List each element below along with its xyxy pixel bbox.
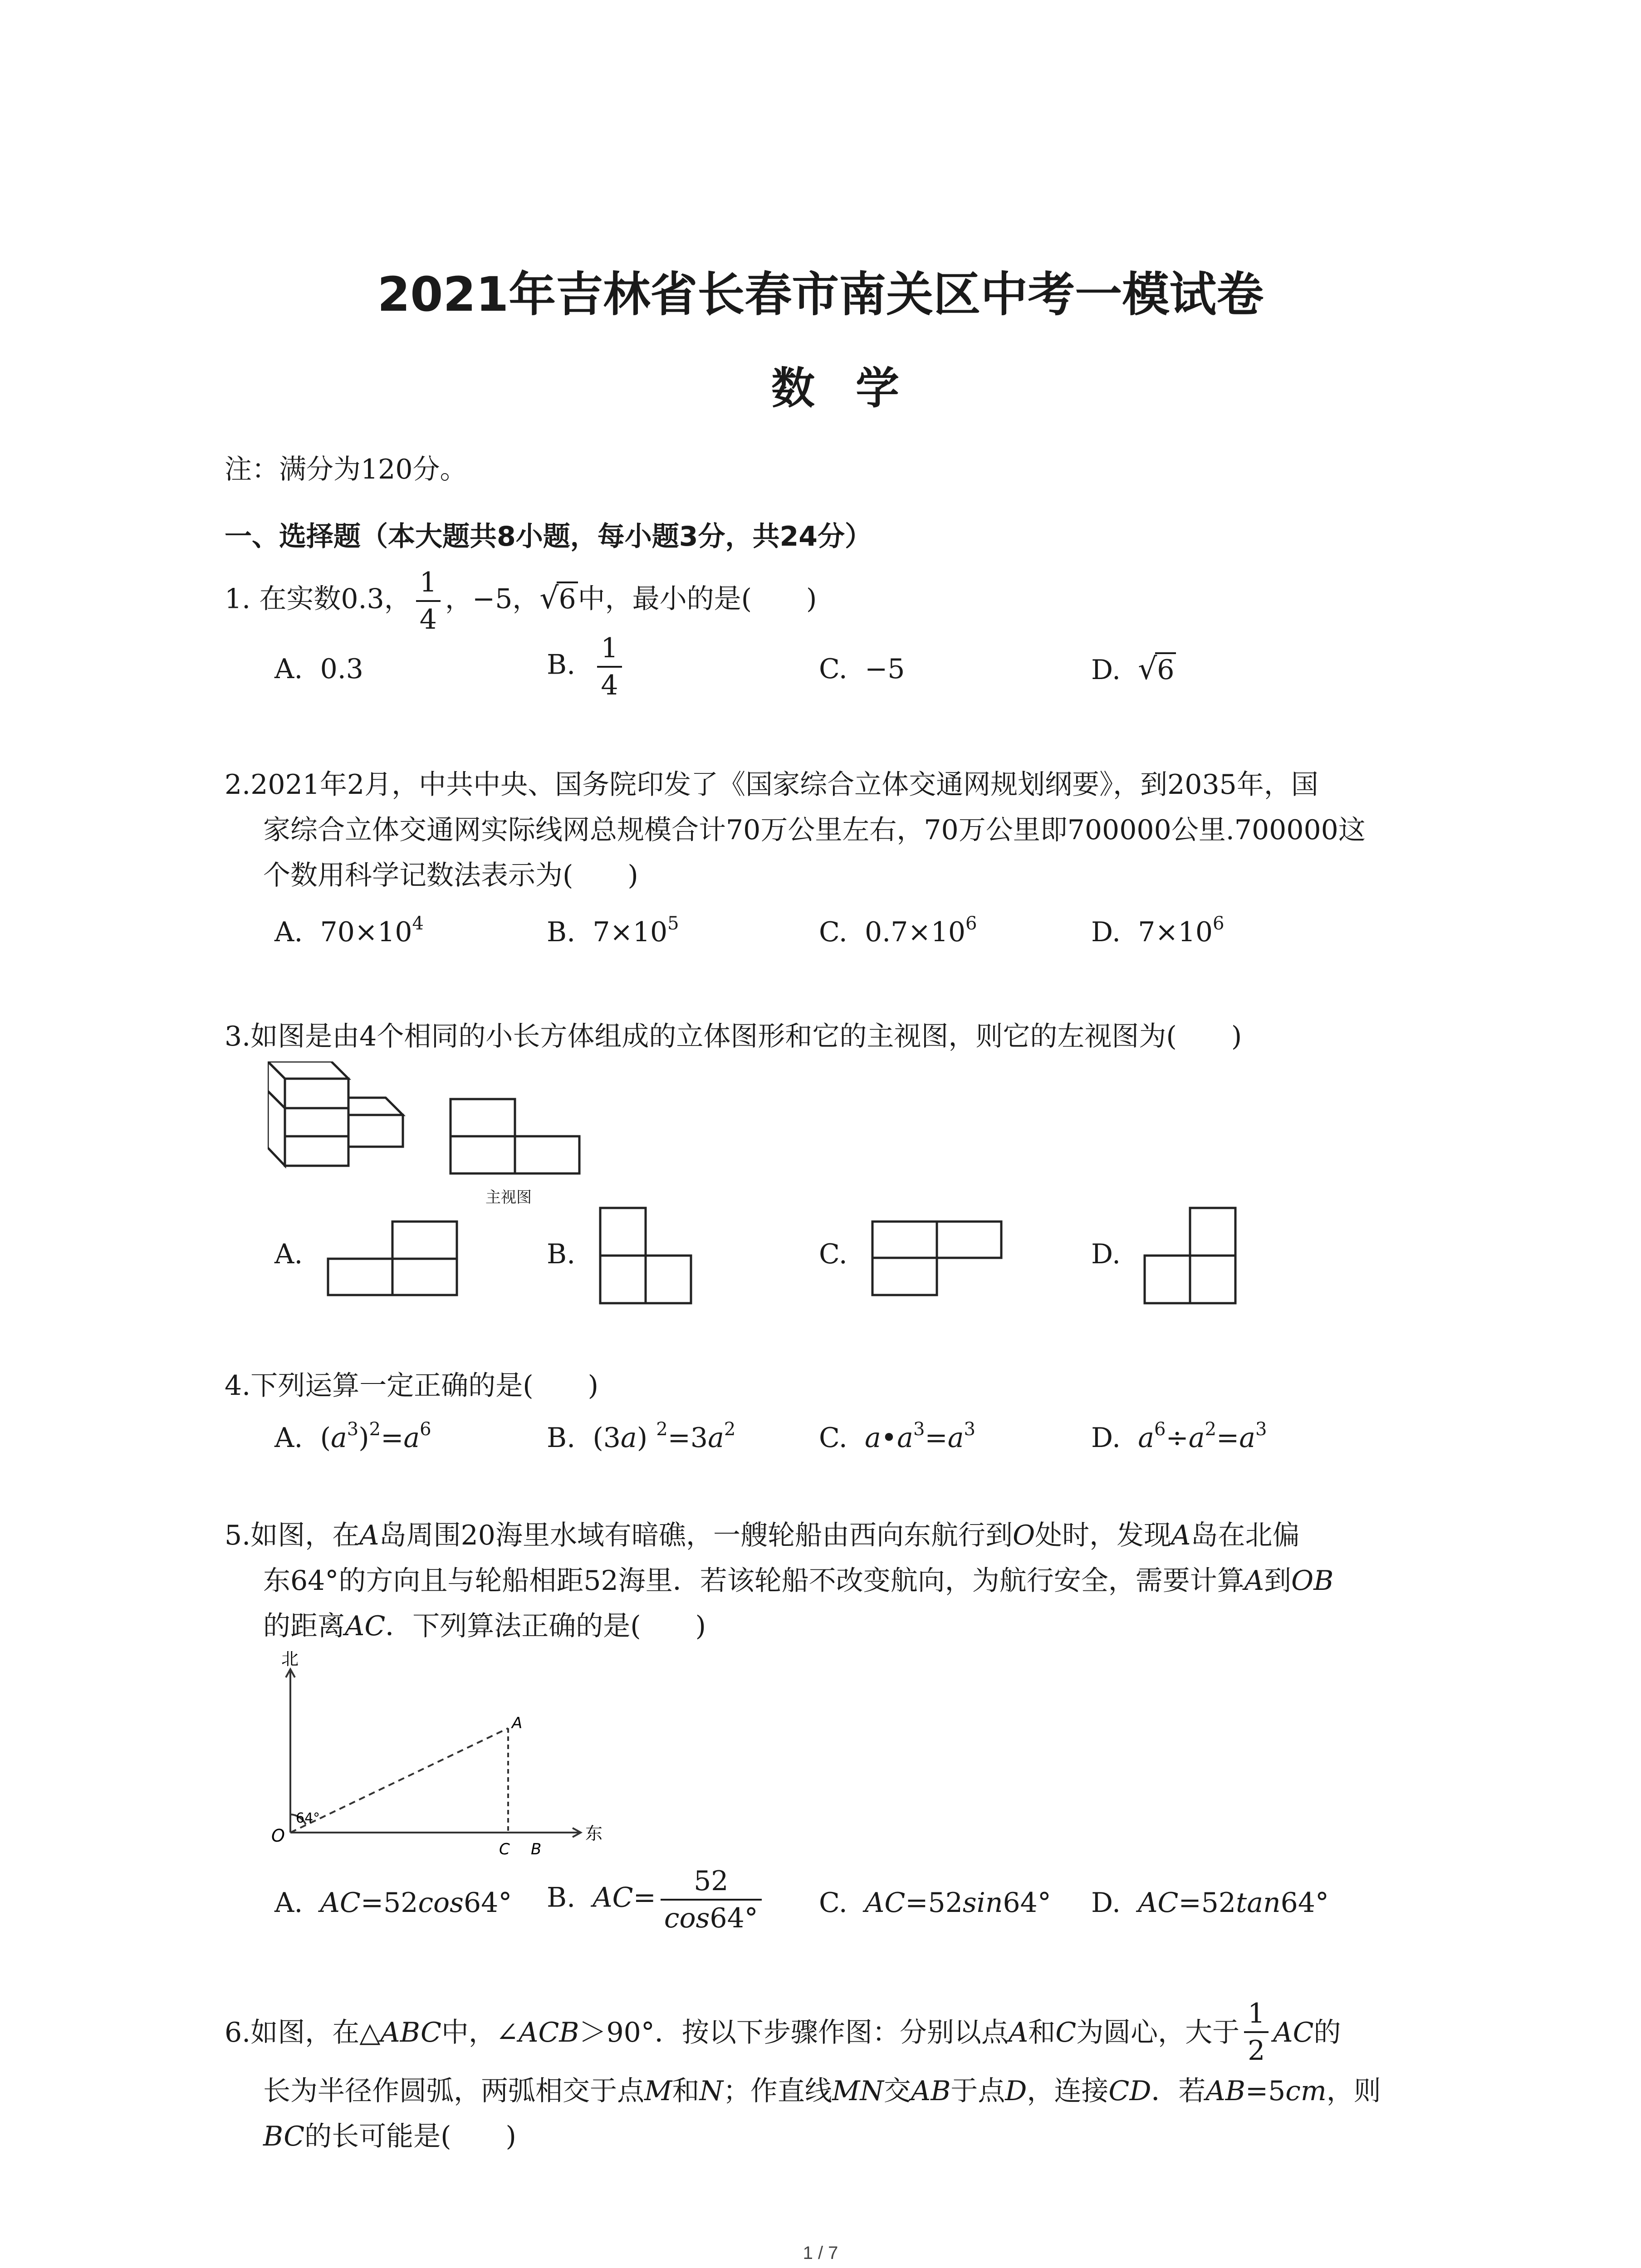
middle-block-front	[285, 1108, 348, 1136]
q5-option-d[interactable]	[1091, 1880, 1329, 1926]
var: ACB	[519, 2017, 579, 2048]
expr: )	[637, 1422, 656, 1454]
q5-option-a[interactable]	[274, 1880, 512, 1926]
var: a	[620, 1422, 637, 1454]
frac-num: 1	[601, 632, 618, 664]
option-label: C.	[819, 653, 847, 685]
q3-option-b-label[interactable]: B.	[547, 1238, 576, 1270]
text: 和	[672, 2075, 700, 2107]
cell	[1145, 1256, 1190, 1303]
q3-option-c-label[interactable]: C.	[819, 1238, 847, 1270]
top-block-top-face	[268, 1061, 348, 1079]
east-label: 东	[585, 1823, 603, 1843]
expr: 64°	[710, 1902, 758, 1934]
var: C	[1055, 2017, 1077, 2048]
option-base: 7×10	[593, 916, 668, 948]
section-heading: 一、选择题（本大题共8小题，每小题3分，共24分）	[225, 521, 872, 552]
front-view-caption: 主视图	[485, 1188, 532, 1207]
q3-option-d-label[interactable]: D.	[1091, 1238, 1121, 1270]
point-A-label: A	[512, 1714, 523, 1732]
q3-number: 3.	[225, 1021, 251, 1052]
q2-number: 2.	[225, 769, 251, 801]
frac-den: 4	[597, 666, 622, 703]
q1-text-mid: ，−5，	[445, 583, 540, 615]
expr: =	[381, 1422, 404, 1454]
cell	[1190, 1256, 1235, 1303]
var: A	[1008, 2017, 1029, 2048]
sqrt-symbol: √	[539, 580, 559, 616]
question-5-line-2	[263, 1558, 1333, 1603]
option-label: A.	[274, 1887, 303, 1919]
text: ．下列算法正确的是( )	[385, 1610, 706, 1642]
option-fraction	[661, 1863, 762, 1936]
expr: =52	[905, 1887, 963, 1919]
q2-option-c[interactable]	[819, 909, 977, 955]
var: AB	[911, 2075, 951, 2107]
front-view-top-cell	[451, 1099, 515, 1136]
exam-subtitle: 数学	[771, 363, 940, 414]
var: a	[708, 1422, 724, 1454]
q1-frac-den: 4	[416, 600, 441, 637]
q1-text-pre: 在实数0.3，	[259, 583, 411, 615]
question-2-line-1	[225, 762, 1318, 807]
var: AC	[1138, 1887, 1179, 1919]
option-label: C.	[819, 1887, 847, 1919]
exam-title: 2021年吉林省长春市南关区中考一模试卷	[377, 267, 1264, 322]
var: A	[359, 1520, 379, 1551]
cell	[392, 1222, 457, 1259]
option-base: 7×10	[1138, 916, 1213, 948]
var: ABC	[380, 2017, 441, 2048]
question-2-line-2: 家综合立体交通网实际线网总规模合计70万公里左右，70万公里即700000公里.700000这	[263, 814, 1366, 846]
q1-option-c[interactable]	[819, 646, 905, 692]
option-text: 0.3	[320, 653, 363, 685]
var: a	[1138, 1422, 1154, 1454]
radicand: 6	[1155, 652, 1176, 686]
text: 如图，在△	[250, 2017, 381, 2048]
question-3	[225, 1014, 1242, 1059]
cell	[392, 1259, 457, 1295]
expr: =52	[1178, 1887, 1236, 1919]
question-5-line-1	[225, 1513, 1300, 1558]
q1-radicand: 6	[557, 582, 578, 615]
var: a	[897, 1422, 913, 1454]
option-label: A.	[274, 916, 303, 948]
q3-option-b-figure[interactable]	[599, 1207, 694, 1306]
option-label: D.	[1091, 1887, 1121, 1919]
front-view-bottom-right-cell	[515, 1136, 579, 1173]
top-block-side-face	[268, 1061, 285, 1108]
var: OB	[1291, 1565, 1334, 1597]
expr: 64°	[1280, 1887, 1329, 1919]
point-O-label: O	[271, 1826, 285, 1846]
text: 处时，发现	[1035, 1520, 1171, 1551]
exp: 3	[347, 1419, 359, 1440]
q5-option-c[interactable]	[819, 1880, 1051, 1926]
text: 到	[1264, 1565, 1292, 1597]
var: AB	[1205, 2075, 1245, 2107]
expr: 64°	[1003, 1887, 1051, 1919]
q3-front-view-figure	[449, 1098, 585, 1179]
text: ；作直线	[723, 2075, 832, 2107]
option-label: B.	[547, 916, 576, 948]
frac-den: 2	[1244, 2031, 1269, 2068]
var: A	[1171, 1520, 1191, 1551]
q6-fraction	[1244, 1996, 1269, 2068]
option-label: B.	[547, 1882, 576, 1914]
q1-option-a[interactable]	[274, 646, 363, 692]
text: ，连接	[1027, 2075, 1109, 2107]
q3-option-c-figure[interactable]	[871, 1220, 1007, 1300]
question-1	[225, 565, 817, 637]
option-base: 70×10	[320, 916, 412, 948]
q1-option-b[interactable]	[547, 631, 627, 703]
q1-option-d[interactable]	[1091, 646, 1176, 693]
var: a	[403, 1422, 420, 1454]
q4-option-c[interactable]	[819, 1415, 975, 1461]
option-text: −5	[865, 653, 905, 685]
bottom-block-front	[285, 1136, 348, 1166]
expr: ÷	[1166, 1422, 1189, 1454]
q3-option-a-figure[interactable]	[327, 1220, 463, 1300]
option-label: B.	[547, 1422, 576, 1454]
var: AC	[865, 1887, 906, 1919]
q5-navigation-figure	[263, 1651, 612, 1869]
text: 岛周围20海里水域有暗礁，一艘轮船由西向东航行到	[379, 1520, 1013, 1551]
expr: 64°	[463, 1887, 512, 1919]
question-6-line-3	[263, 2114, 516, 2159]
line-OA	[290, 1728, 508, 1833]
cell	[1190, 1208, 1235, 1256]
option-label: A.	[274, 1422, 303, 1454]
option-base: 0.7×10	[865, 916, 966, 948]
option-label: A.	[274, 653, 303, 685]
exp: 2	[1205, 1419, 1216, 1440]
question-5-line-3	[263, 1603, 706, 1649]
function: tan	[1236, 1887, 1281, 1919]
option-exponent: 6	[1213, 913, 1225, 934]
cell	[600, 1208, 646, 1256]
question-2-line-3: 个数用科学记数法表示为( )	[263, 860, 638, 891]
q3-option-a-label[interactable]: A.	[274, 1238, 303, 1270]
right-block-top-face	[348, 1098, 403, 1115]
text: 于点	[950, 2075, 1005, 2107]
q5-number: 5.	[225, 1520, 251, 1551]
option-label: C.	[819, 916, 847, 948]
point-B-label: B	[531, 1840, 542, 1858]
text: 长为半径作圆弧，两弧相交于点	[263, 2075, 644, 2107]
exp: 3	[964, 1419, 975, 1440]
option-fraction	[597, 631, 622, 703]
q2-option-b[interactable]	[547, 909, 679, 955]
q5-option-b[interactable]	[547, 1863, 766, 1936]
var: CD	[1108, 2075, 1151, 2107]
q2-option-a[interactable]	[274, 909, 424, 955]
function: sin	[962, 1887, 1003, 1919]
var: M	[644, 2075, 672, 2107]
var: O	[1012, 1520, 1035, 1551]
expr: (3	[593, 1422, 621, 1454]
option-radical	[1138, 646, 1176, 693]
q2-option-d[interactable]	[1091, 909, 1224, 955]
north-label: 北	[281, 1651, 299, 1669]
frac-num: 1	[1248, 1998, 1265, 2029]
option-label: D.	[1091, 654, 1121, 686]
expr: =	[925, 1422, 948, 1454]
cell	[328, 1259, 392, 1295]
front-view-bottom-left-cell	[451, 1136, 515, 1173]
option-exponent: 6	[965, 913, 977, 934]
q1-number: 1.	[225, 583, 251, 615]
var: a	[1188, 1422, 1205, 1454]
text: 中，∠	[441, 2017, 519, 2048]
exp: 3	[913, 1419, 925, 1440]
var: a	[330, 1422, 347, 1454]
question-6-line-2	[263, 2068, 1381, 2114]
page-number: 1 / 7	[803, 2243, 838, 2263]
text: 东64°的方向且与轮船相距52海里．若该轮船不改变航向，为航行安全，需要计算	[263, 1565, 1244, 1597]
unit: cm	[1285, 2075, 1327, 2107]
option-label: C.	[819, 1422, 847, 1454]
exp: 6	[420, 1419, 431, 1440]
var: N	[699, 2075, 723, 2107]
var: BC	[263, 2121, 305, 2152]
exp: 2	[656, 1419, 668, 1440]
q3-solid-figure	[268, 1061, 422, 1179]
exp: 3	[1255, 1419, 1267, 1440]
q1-radical	[539, 576, 578, 622]
var: AC	[345, 1610, 386, 1642]
text: ，则	[1326, 2075, 1381, 2107]
frac-num: 52	[694, 1865, 729, 1897]
function: cos	[418, 1887, 464, 1919]
option-label: D.	[1091, 916, 1121, 948]
var: a	[1239, 1422, 1256, 1454]
cell	[646, 1256, 691, 1303]
var: a	[865, 1422, 881, 1454]
exp: 6	[1154, 1419, 1166, 1440]
expr: )	[358, 1422, 369, 1454]
q1-fraction	[416, 565, 441, 637]
var: A	[1244, 1565, 1264, 1597]
var: AC	[320, 1887, 361, 1919]
top-block-front-face	[285, 1079, 348, 1108]
angle-label: 64°	[296, 1810, 320, 1826]
q6-number: 6.	[225, 2017, 251, 2048]
function: cos	[664, 1902, 710, 1934]
option-label: B.	[547, 649, 576, 681]
text: 岛在北偏	[1190, 1520, 1300, 1551]
q4-option-a[interactable]	[274, 1415, 431, 1461]
text: 如图，在	[250, 1520, 360, 1551]
frac-den	[661, 1899, 762, 1936]
expr: =	[1216, 1422, 1239, 1454]
var: D	[1005, 2075, 1027, 2107]
question-6-line-1	[225, 1996, 1341, 2068]
left-side-face	[268, 1091, 285, 1166]
q3-option-d-figure[interactable]	[1143, 1207, 1239, 1306]
option-exponent: 4	[412, 913, 424, 934]
cell	[872, 1222, 937, 1258]
q1-frac-num: 1	[419, 567, 437, 598]
point-C-label: C	[499, 1840, 510, 1858]
score-note: 注：满分为120分。	[225, 454, 467, 485]
sqrt-symbol: √	[1138, 651, 1157, 686]
q1-text-post: 中，最小的是( )	[578, 583, 817, 615]
var: a	[947, 1422, 964, 1454]
question-4	[225, 1363, 598, 1408]
option-exponent: 5	[667, 913, 679, 934]
cell	[872, 1258, 937, 1295]
text: ＞90°．按以下步骤作图：分别以点	[579, 2017, 1009, 2048]
var: AC	[1273, 2017, 1314, 2048]
option-label: D.	[1091, 1422, 1121, 1454]
q4-number: 4.	[225, 1370, 251, 1402]
q2-line1-text: 2021年2月，中共中央、国务院印发了《国家综合立体交通网规划纲要》，到2035年，国	[250, 769, 1318, 801]
expr: =52	[360, 1887, 418, 1919]
text: 的长可能是( )	[304, 2121, 516, 2152]
q3-text: 如图是由4个相同的小长方体组成的立体图形和它的主视图，则它的左视图为( )	[250, 1021, 1242, 1052]
text: 和	[1028, 2017, 1056, 2048]
expr: =	[633, 1882, 656, 1914]
exp: 2	[369, 1419, 381, 1440]
text: 的	[1313, 2017, 1341, 2048]
expr: =3	[667, 1422, 708, 1454]
q4-text: 下列运算一定正确的是( )	[250, 1370, 599, 1402]
text: 的距离	[263, 1610, 345, 1642]
text: =5	[1245, 2075, 1286, 2107]
q4-option-d[interactable]	[1091, 1415, 1267, 1461]
var: MN	[832, 2075, 884, 2107]
text: 交	[883, 2075, 911, 2107]
right-block-front-face	[348, 1115, 403, 1147]
expr: (	[320, 1422, 331, 1454]
q4-option-b[interactable]	[547, 1415, 735, 1461]
var: AC	[593, 1882, 633, 1914]
cell	[600, 1256, 646, 1303]
exp: 2	[724, 1419, 736, 1440]
expr: •	[881, 1422, 897, 1454]
text: 为圆心，大于	[1076, 2017, 1240, 2048]
cell	[937, 1222, 1001, 1258]
text: ．若	[1151, 2075, 1206, 2107]
